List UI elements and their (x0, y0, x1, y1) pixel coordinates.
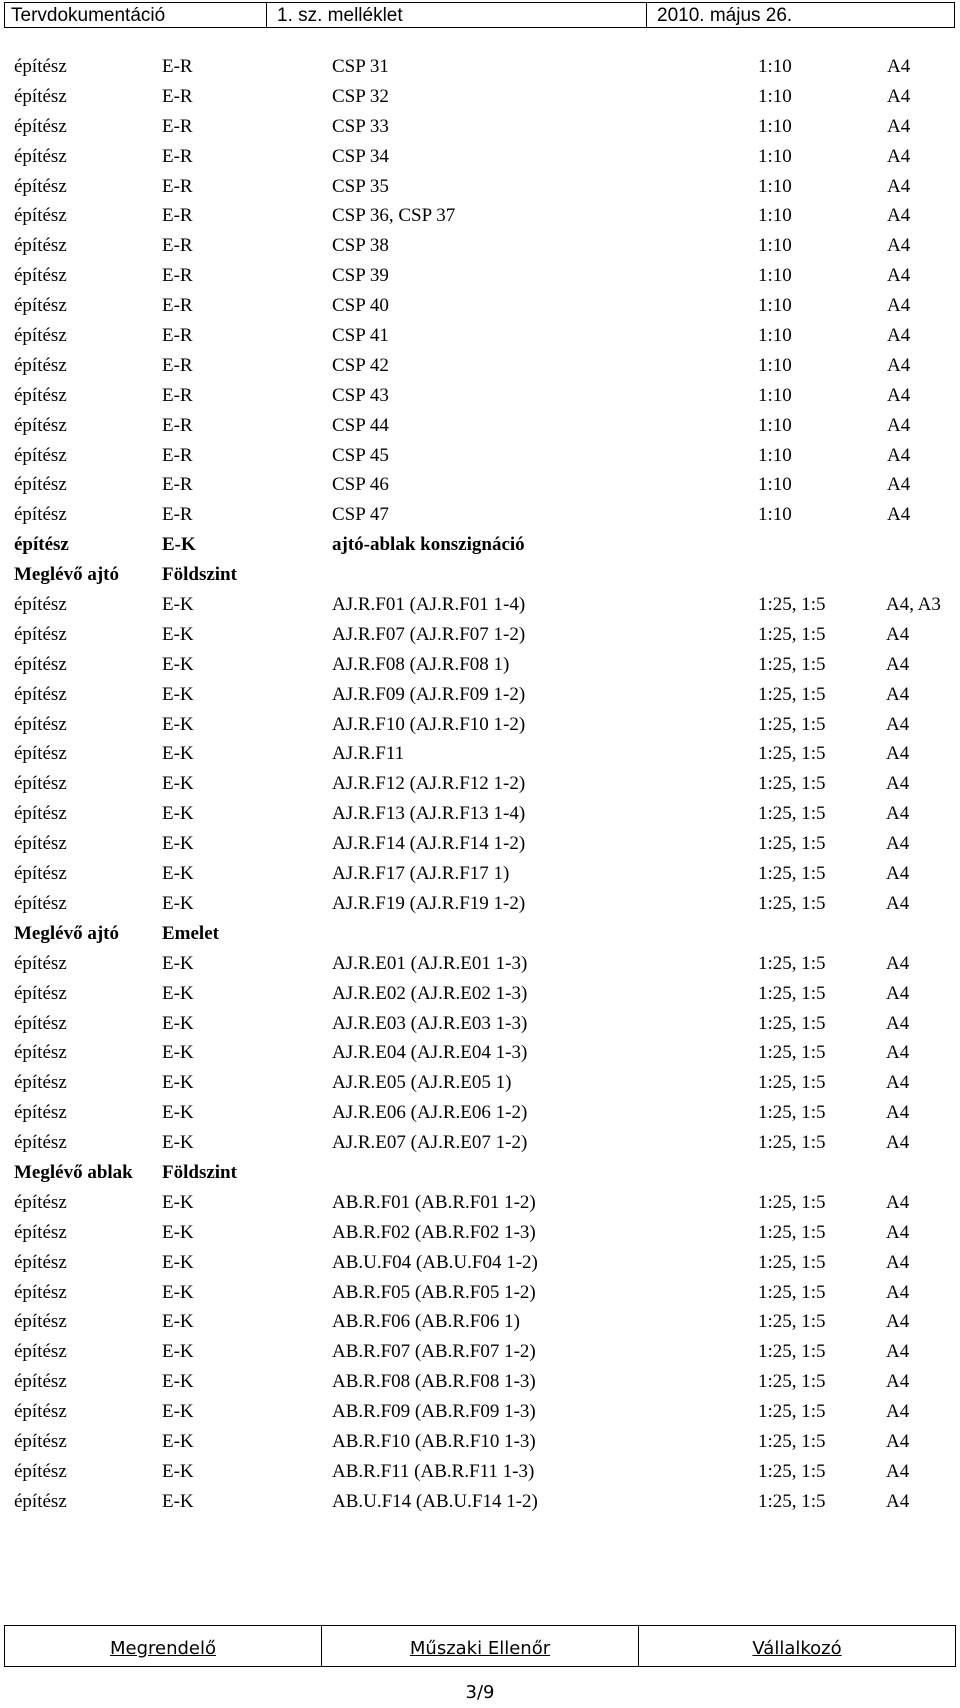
scale-cell: 1:25, 1:5 (758, 1460, 826, 1482)
scale-cell: 1:10 (758, 295, 792, 317)
format-cell: A4 (887, 325, 911, 347)
table-row (0, 739, 960, 769)
drawing-name-cell: CSP 35 (332, 175, 389, 197)
table-row (0, 1248, 960, 1278)
table-row (0, 351, 960, 381)
table-row (0, 590, 960, 620)
table-row (0, 1068, 960, 1098)
code-cell: E-K (162, 1221, 194, 1243)
scale-cell: 1:25, 1:5 (758, 1371, 826, 1393)
format-cell: A4 (886, 1341, 910, 1363)
drawing-name-cell: AJ.R.F01 (AJ.R.F01 1-4) (332, 594, 526, 616)
format-cell: A4 (886, 1221, 910, 1243)
drawing-name-cell: AB.R.F07 (AB.R.F07 1-2) (332, 1341, 536, 1363)
table-row (0, 620, 960, 650)
page-header (4, 2, 955, 28)
table-row (0, 829, 960, 859)
scale-cell: 1:25, 1:5 (758, 1401, 826, 1423)
signature-inspector-cell (321, 1626, 638, 1666)
format-cell: A4 (886, 1460, 910, 1482)
format-cell: A4 (886, 892, 910, 914)
code-cell: E-R (162, 295, 193, 317)
table-row (0, 979, 960, 1009)
drawing-name-cell: CSP 31 (332, 56, 389, 77)
code-cell: E-R (162, 504, 193, 526)
scale-cell: 1:10 (758, 474, 792, 496)
code-cell: E-R (162, 115, 193, 137)
discipline-cell: építész (14, 653, 67, 675)
drawing-name-cell: AJ.R.E04 (AJ.R.E04 1-3) (332, 1042, 528, 1064)
code-cell: E-K (162, 1191, 194, 1213)
format-cell: A4 (886, 1132, 910, 1154)
drawing-name-cell: AJ.R.E06 (AJ.R.E06 1-2) (332, 1102, 528, 1124)
signature-contractor-cell (638, 1626, 955, 1666)
format-cell: A4 (886, 982, 910, 1004)
drawing-name-cell: CSP 41 (332, 325, 389, 347)
format-cell: A4 (886, 683, 910, 705)
drawing-name-cell: AB.R.F06 (AB.R.F06 1) (332, 1311, 520, 1333)
table-row (0, 1367, 960, 1397)
table-row (0, 142, 960, 172)
scale-cell: 1:10 (758, 414, 792, 436)
table-row (0, 1188, 960, 1218)
drawing-name-cell: AB.R.F09 (AB.R.F09 1-3) (332, 1401, 536, 1423)
discipline-cell: építész (14, 444, 67, 466)
code-cell: E-K (162, 1341, 194, 1363)
table-row (0, 291, 960, 321)
signature-contractor-label: Vállalkozó (752, 1637, 842, 1659)
scale-cell: 1:25, 1:5 (758, 952, 826, 974)
drawing-name-cell: AJ.R.F13 (AJ.R.F13 1-4) (332, 803, 526, 825)
discipline-cell: építész (14, 205, 67, 227)
drawing-name-cell: CSP 43 (332, 384, 389, 406)
format-cell: A4 (886, 1191, 910, 1213)
code-cell: E-K (162, 1401, 194, 1423)
table-row (0, 1307, 960, 1337)
discipline-cell: építész (14, 1072, 67, 1094)
discipline-cell: építész (14, 1281, 67, 1303)
discipline-cell: építész (14, 833, 67, 855)
format-cell: A4, A3 (886, 594, 941, 616)
scale-cell: 1:25, 1:5 (758, 833, 826, 855)
format-cell: A4 (886, 1072, 910, 1094)
format-cell: A4 (887, 354, 911, 376)
scale-cell: 1:25, 1:5 (758, 1311, 826, 1333)
signature-inspector-label: Műszaki Ellenőr (409, 1637, 551, 1659)
discipline-cell: építész (14, 1490, 67, 1512)
drawing-name-cell: AJ.R.F12 (AJ.R.F12 1-2) (332, 773, 526, 795)
drawing-name-cell: CSP 34 (332, 145, 389, 167)
scale-cell: 1:10 (758, 504, 792, 526)
table-row (0, 1427, 960, 1457)
code-cell: E-K (162, 952, 194, 974)
discipline-cell: építész (14, 1430, 67, 1452)
scale-cell: 1:25, 1:5 (758, 1042, 826, 1064)
drawing-name-cell: CSP 32 (332, 85, 389, 107)
discipline-cell: építész (14, 1012, 67, 1034)
section-heading-row (0, 1158, 960, 1188)
code-cell: E-K (162, 534, 196, 556)
drawing-name-cell: AJ.R.E02 (AJ.R.E02 1-3) (332, 982, 528, 1004)
scale-cell: 1:25, 1:5 (758, 1251, 826, 1273)
code-cell: E-K (162, 982, 194, 1004)
scale-cell: 1:25, 1:5 (758, 683, 826, 705)
code-cell: E-K (162, 773, 194, 795)
drawing-name-cell: AB.R.F02 (AB.R.F02 1-3) (332, 1221, 536, 1243)
drawing-name-cell: AB.R.F10 (AB.R.F10 1-3) (332, 1430, 536, 1452)
drawing-name-cell: CSP 38 (332, 235, 389, 257)
drawing-name-cell: CSP 40 (332, 295, 389, 317)
format-cell: A4 (886, 1102, 910, 1124)
table-row (0, 261, 960, 291)
scale-cell: 1:10 (758, 175, 792, 197)
discipline-cell: építész (14, 1341, 67, 1363)
format-cell: A4 (886, 833, 910, 855)
code-cell: E-K (162, 653, 194, 675)
scale-cell: 1:25, 1:5 (758, 713, 826, 735)
code-cell: E-K (162, 803, 194, 825)
table-row (0, 470, 960, 500)
scale-cell: 1:10 (758, 325, 792, 347)
code-cell: E-R (162, 354, 193, 376)
format-cell: A4 (887, 265, 911, 287)
scale-cell: 1:25, 1:5 (758, 1281, 826, 1303)
discipline-cell: építész (14, 713, 67, 735)
drawing-name-cell: AJ.R.F14 (AJ.R.F14 1-2) (332, 833, 526, 855)
drawing-name-cell: AB.U.F14 (AB.U.F14 1-2) (332, 1490, 538, 1512)
format-cell: A4 (886, 1042, 910, 1064)
code-cell: Földszint (162, 1161, 237, 1183)
table-row (0, 1128, 960, 1158)
drawing-name-cell: AJ.R.E07 (AJ.R.E07 1-2) (332, 1132, 528, 1154)
code-cell: E-R (162, 205, 193, 227)
section-heading-row (0, 560, 960, 590)
scale-cell: 1:10 (758, 444, 792, 466)
discipline-cell: építész (14, 56, 67, 77)
table-row (0, 650, 960, 680)
code-cell: E-K (162, 1490, 194, 1512)
drawing-name-cell: AJ.R.F08 (AJ.R.F08 1) (332, 653, 510, 675)
discipline-cell: építész (14, 1311, 67, 1333)
table-row (0, 1487, 960, 1517)
discipline-cell: építész (14, 1371, 67, 1393)
format-cell: A4 (887, 474, 911, 496)
format-cell: A4 (886, 623, 910, 645)
code-cell: E-R (162, 235, 193, 257)
format-cell: A4 (887, 85, 911, 107)
scale-cell: 1:25, 1:5 (758, 982, 826, 1004)
scale-cell: 1:10 (758, 205, 792, 227)
format-cell: A4 (887, 384, 911, 406)
discipline-cell: építész (14, 623, 67, 645)
table-row (0, 52, 960, 82)
drawing-name-cell: AJ.R.E03 (AJ.R.E03 1-3) (332, 1012, 528, 1034)
table-row (0, 411, 960, 441)
code-cell: E-R (162, 325, 193, 347)
code-cell: E-R (162, 85, 193, 107)
scale-cell: 1:25, 1:5 (758, 1132, 826, 1154)
table-row (0, 381, 960, 411)
code-cell: E-K (162, 1042, 194, 1064)
scale-cell: 1:25, 1:5 (758, 743, 826, 765)
code-cell: E-K (162, 1132, 194, 1154)
scale-cell: 1:10 (758, 56, 792, 77)
discipline-cell: Meglévő ablak (14, 1161, 133, 1183)
discipline-cell: építész (14, 235, 67, 257)
scale-cell: 1:25, 1:5 (758, 1102, 826, 1124)
table-row (0, 1278, 960, 1308)
scale-cell: 1:25, 1:5 (758, 1191, 826, 1213)
table-row (0, 172, 960, 202)
drawing-name-cell: AJ.R.F11 (332, 743, 405, 765)
discipline-cell: építész (14, 1132, 67, 1154)
format-cell: A4 (886, 1012, 910, 1034)
scale-cell: 1:25, 1:5 (758, 803, 826, 825)
code-cell: E-K (162, 683, 194, 705)
code-cell: E-K (162, 1371, 194, 1393)
format-cell: A4 (886, 803, 910, 825)
discipline-cell: építész (14, 892, 67, 914)
table-row (0, 1218, 960, 1248)
format-cell: A4 (886, 653, 910, 675)
code-cell: E-K (162, 1072, 194, 1094)
discipline-cell: építész (14, 952, 67, 974)
scale-cell: 1:10 (758, 384, 792, 406)
code-cell: E-R (162, 384, 193, 406)
table-row (0, 231, 960, 261)
scale-cell: 1:25, 1:5 (758, 623, 826, 645)
table-row (0, 1009, 960, 1039)
signature-client-cell (5, 1626, 321, 1666)
discipline-cell: építész (14, 175, 67, 197)
discipline-cell: építész (14, 1102, 67, 1124)
format-cell: A4 (886, 743, 910, 765)
table-row (0, 889, 960, 919)
table-row (0, 201, 960, 231)
table-row (0, 112, 960, 142)
header-doc-type: Tervdokumentáció (5, 3, 267, 27)
table-row (0, 859, 960, 889)
drawing-name-cell: AB.R.F11 (AB.R.F11 1-3) (332, 1460, 535, 1482)
discipline-cell: építész (14, 354, 67, 376)
code-cell: E-K (162, 1311, 194, 1333)
drawing-name-cell: ajtó-ablak konszignáció (332, 534, 525, 556)
format-cell: A4 (887, 115, 911, 137)
format-cell: A4 (886, 773, 910, 795)
discipline-cell: építész (14, 803, 67, 825)
drawing-name-cell: CSP 39 (332, 265, 389, 287)
code-cell: E-K (162, 1012, 194, 1034)
scale-cell: 1:25, 1:5 (758, 594, 826, 616)
discipline-cell: építész (14, 534, 69, 556)
scale-cell: 1:10 (758, 265, 792, 287)
scale-cell: 1:25, 1:5 (758, 892, 826, 914)
code-cell: E-R (162, 474, 193, 496)
table-row (0, 1397, 960, 1427)
page-number: 3/9 (465, 1682, 495, 1703)
discipline-cell: építész (14, 594, 67, 616)
drawing-name-cell: AB.R.F05 (AB.R.F05 1-2) (332, 1281, 536, 1303)
drawing-name-cell: AJ.R.F10 (AJ.R.F10 1-2) (332, 713, 526, 735)
signature-client-label: Megrendelő (109, 1637, 217, 1659)
code-cell: E-K (162, 863, 194, 885)
code-cell: E-K (162, 1430, 194, 1452)
code-cell: E-R (162, 265, 193, 287)
code-cell: E-K (162, 623, 194, 645)
code-cell: E-K (162, 713, 194, 735)
drawing-name-cell: AB.U.F04 (AB.U.F04 1-2) (332, 1251, 538, 1273)
code-cell: E-R (162, 56, 193, 77)
format-cell: A4 (886, 1401, 910, 1423)
format-cell: A4 (887, 145, 911, 167)
discipline-cell: építész (14, 85, 67, 107)
format-cell: A4 (886, 863, 910, 885)
table-row (0, 680, 960, 710)
table-row (0, 769, 960, 799)
table-row (0, 799, 960, 829)
discipline-cell: építész (14, 743, 67, 765)
scale-cell: 1:25, 1:5 (758, 1012, 826, 1034)
header-attachment: 1. sz. melléklet (267, 3, 647, 27)
format-cell: A4 (887, 205, 911, 227)
format-cell: A4 (887, 175, 911, 197)
code-cell: E-K (162, 833, 194, 855)
scale-cell: 1:25, 1:5 (758, 1341, 826, 1363)
format-cell: A4 (887, 444, 911, 466)
format-cell: A4 (886, 952, 910, 974)
scale-cell: 1:25, 1:5 (758, 1072, 826, 1094)
table-row (0, 441, 960, 471)
drawing-name-cell: AB.R.F08 (AB.R.F08 1-3) (332, 1371, 536, 1393)
drawing-name-cell: AJ.R.F09 (AJ.R.F09 1-2) (332, 683, 526, 705)
discipline-cell: építész (14, 115, 67, 137)
discipline-cell: építész (14, 414, 67, 436)
table-row (0, 530, 960, 560)
drawing-name-cell: CSP 33 (332, 115, 389, 137)
code-cell: E-R (162, 145, 193, 167)
code-cell: E-K (162, 1460, 194, 1482)
scale-cell: 1:25, 1:5 (758, 773, 826, 795)
format-cell: A4 (886, 1251, 910, 1273)
drawing-name-cell: CSP 44 (332, 414, 389, 436)
scale-cell: 1:25, 1:5 (758, 1221, 826, 1243)
scale-cell: 1:10 (758, 115, 792, 137)
format-cell: A4 (886, 1281, 910, 1303)
discipline-cell: építész (14, 265, 67, 287)
table-row (0, 321, 960, 351)
format-cell: A4 (886, 1430, 910, 1452)
code-cell: E-K (162, 892, 194, 914)
scale-cell: 1:25, 1:5 (758, 1430, 826, 1452)
table-row (0, 710, 960, 740)
drawing-name-cell: AJ.R.E01 (AJ.R.E01 1-3) (332, 952, 528, 974)
code-cell: E-K (162, 594, 194, 616)
code-cell: E-K (162, 1251, 194, 1273)
discipline-cell: építész (14, 384, 67, 406)
code-cell: E-K (162, 1281, 194, 1303)
format-cell: A4 (887, 414, 911, 436)
signature-table (4, 1625, 956, 1667)
scale-cell: 1:25, 1:5 (758, 653, 826, 675)
discipline-cell: építész (14, 325, 67, 347)
code-cell: E-K (162, 743, 194, 765)
discipline-cell: Meglévő ajtó (14, 564, 119, 586)
discipline-cell: építész (14, 1042, 67, 1064)
code-cell: Földszint (162, 564, 237, 586)
code-cell: Emelet (162, 922, 219, 944)
code-cell: E-K (162, 1102, 194, 1124)
format-cell: A4 (887, 295, 911, 317)
drawing-name-cell: AB.R.F01 (AB.R.F01 1-2) (332, 1191, 536, 1213)
drawing-name-cell: AJ.R.F07 (AJ.R.F07 1-2) (332, 623, 526, 645)
drawing-name-cell: AJ.R.E05 (AJ.R.E05 1) (332, 1072, 512, 1094)
drawing-name-cell: CSP 42 (332, 354, 389, 376)
discipline-cell: építész (14, 295, 67, 317)
format-cell: A4 (886, 1371, 910, 1393)
table-row (0, 1098, 960, 1128)
code-cell: E-R (162, 444, 193, 466)
table-row (0, 82, 960, 112)
discipline-cell: építész (14, 773, 67, 795)
discipline-cell: építész (14, 863, 67, 885)
scale-cell: 1:10 (758, 85, 792, 107)
discipline-cell: építész (14, 145, 67, 167)
header-date: 2010. május 26. (657, 5, 793, 26)
table-row (0, 500, 960, 530)
section-heading-row (0, 919, 960, 949)
drawing-name-cell: CSP 45 (332, 444, 389, 466)
format-cell: A4 (887, 56, 911, 77)
scale-cell: 1:25, 1:5 (758, 863, 826, 885)
discipline-cell: Meglévő ajtó (14, 922, 119, 944)
drawing-name-cell: CSP 47 (332, 504, 389, 526)
discipline-cell: építész (14, 1460, 67, 1482)
code-cell: E-R (162, 175, 193, 197)
discipline-cell: építész (14, 1221, 67, 1243)
discipline-cell: építész (14, 683, 67, 705)
table-row (0, 1038, 960, 1068)
table-row (0, 1337, 960, 1367)
scale-cell: 1:25, 1:5 (758, 1490, 826, 1512)
discipline-cell: építész (14, 1191, 67, 1213)
table-row (0, 1457, 960, 1487)
discipline-cell: építész (14, 1251, 67, 1273)
table-row (0, 949, 960, 979)
discipline-cell: építész (14, 1401, 67, 1423)
drawing-name-cell: AJ.R.F19 (AJ.R.F19 1-2) (332, 892, 526, 914)
scale-cell: 1:10 (758, 235, 792, 257)
discipline-cell: építész (14, 982, 67, 1004)
format-cell: A4 (887, 504, 911, 526)
drawing-name-cell: CSP 36, CSP 37 (332, 205, 456, 227)
format-cell: A4 (887, 235, 911, 257)
code-cell: E-R (162, 414, 193, 436)
scale-cell: 1:10 (758, 145, 792, 167)
format-cell: A4 (886, 713, 910, 735)
drawing-list (0, 52, 960, 1517)
discipline-cell: építész (14, 474, 67, 496)
discipline-cell: építész (14, 504, 67, 526)
drawing-name-cell: CSP 46 (332, 474, 389, 496)
format-cell: A4 (886, 1490, 910, 1512)
drawing-name-cell: AJ.R.F17 (AJ.R.F17 1) (332, 863, 510, 885)
format-cell: A4 (886, 1311, 910, 1333)
scale-cell: 1:10 (758, 354, 792, 376)
